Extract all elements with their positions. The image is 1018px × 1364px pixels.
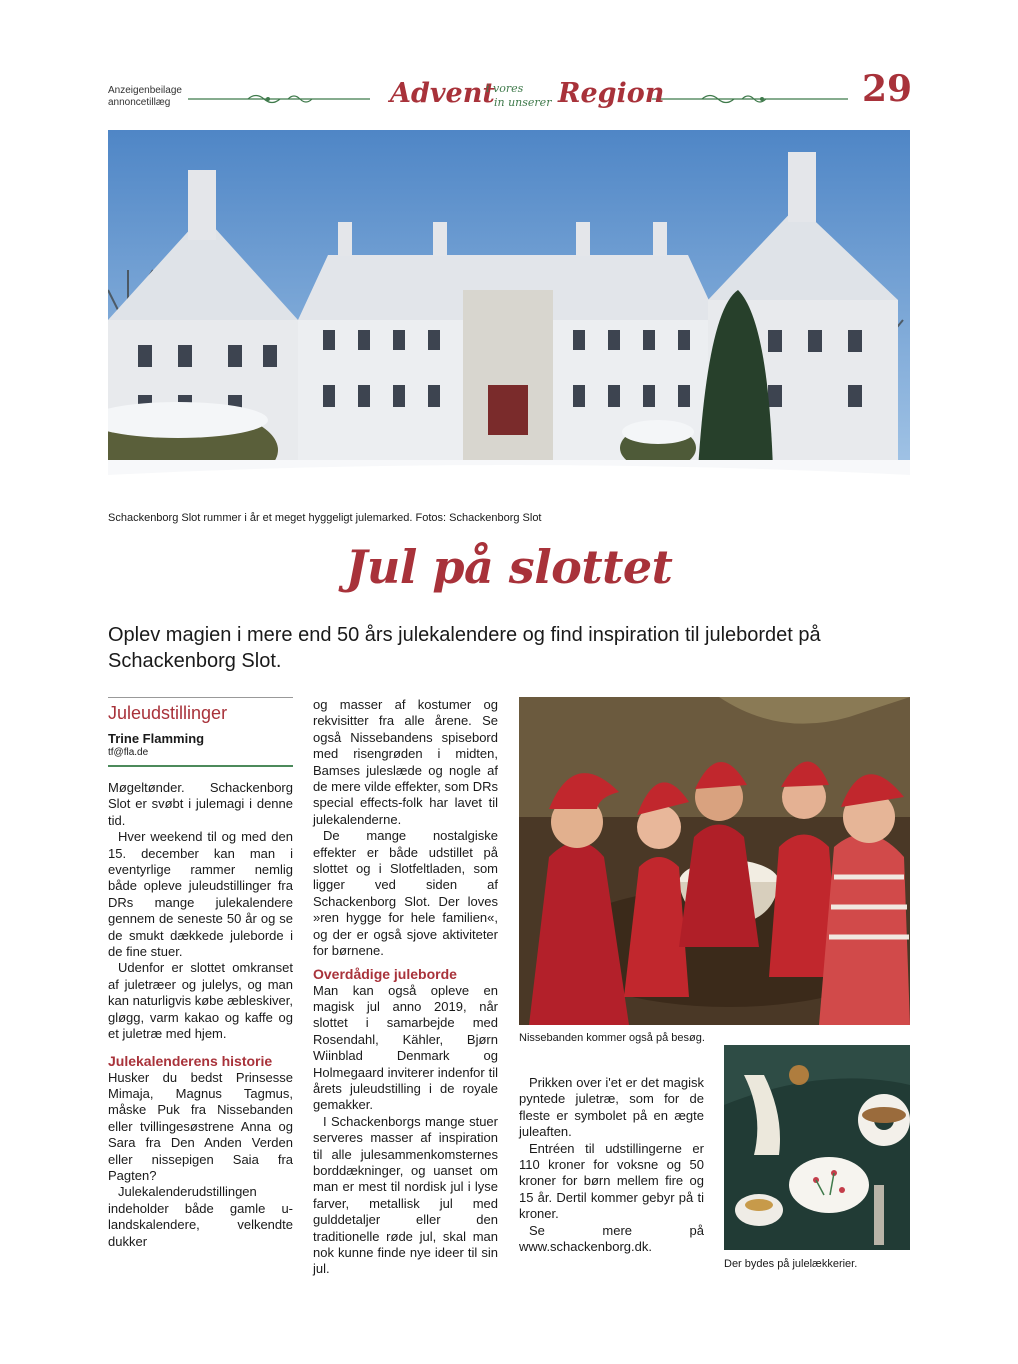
article-headline: Jul på slottet [345, 540, 673, 594]
photo-julelaekkerier [724, 1045, 910, 1250]
byline-rule [108, 765, 293, 767]
elves-caption: Nissebanden kommer også på besøg. [519, 1032, 705, 1044]
paragraph: Prikken over i'et er det magisk pyntede juletræ, som for de fleste er symbolet på en ægte juleaften. [519, 1075, 704, 1140]
paragraph: Entréen til udstillingerne er 110 kroner for voksne og 50 kroner for børn mellem fire og 15 år. Dertil kommer gebyr på ti kroner. [519, 1140, 704, 1222]
subhead-julekalender: Julekalenderens historie [108, 1052, 273, 1069]
author-email: tf@fla.de [108, 747, 149, 758]
masthead-advent: Advent [390, 78, 495, 109]
paragraph: I Schackenborgs mange stuer serveres masser af inspiration til alle julesammenkomsternes borddækninger, og uanset om man er mest til nordisk jul i lyse farver, metallisk jul med gulddetaljer eller den traditionelle røde jul, skal man nok kunne finde nye ideer til sin jul. [313, 1113, 498, 1277]
table-caption: Der bydes på julelækkerier. [724, 1258, 858, 1270]
paragraph: Man kan også opleve en magisk jul anno 2019, når slottet i samarbejde med Rosendahl, Kähler, Bjørn Wiinblad Denmark og Holmegaard inviterer indenfor til årets juleudstilling i de royale gemakker. [313, 982, 498, 1113]
paragraph: Julekalenderudstillingen indeholder både gamle u-landskalendere, velkendte dukker [108, 1184, 293, 1249]
column-3 [519, 1075, 704, 1255]
photo-nissebanden [519, 697, 910, 1025]
paragraph: Husker du bedst Prinsesse Mimaja, Magnus Tagmus, måske Puk fra Nissebanden eller tvillingesøstrene Anna og Sara fra Den Anden Verden eller nissepigen Saia fra Pagten? [108, 1069, 293, 1183]
author-name: Trine Flamming [108, 731, 205, 746]
hero-caption: Schackenborg Slot rummer i år et meget hyggeligt julemarked. Fotos: Schackenborg Slot [108, 512, 542, 524]
supplement-label [108, 85, 182, 109]
paragraph: Udenfor er slottet omkranset af juletræer og julelys, og man kan naturligvis købe æbleskiver, gløgg, varm kakao og kaffe og et juletræ med hjem. [108, 960, 293, 1042]
masthead-region: Region [558, 78, 665, 109]
supplement-label-de: Anzeigenbeilage [108, 85, 182, 96]
supplement-label-da: annoncetillæg [108, 97, 171, 108]
paragraph: Se mere på www.schackenborg.dk. [519, 1222, 704, 1255]
masthead-in-unserer: in unserer [494, 96, 552, 109]
masthead-logo [380, 72, 665, 116]
subhead-juleborde: Overdådige juleborde [313, 965, 457, 982]
paragraph: De mange nostalgiske effekter er både udstillet på slottet og i Slotfeltladen, som ligger ved siden af Schackenborg Slot. Der loves »ren hygge for hele familien«, og der er også sjove aktiviteter for børnene. [313, 828, 498, 959]
ornament-vine-left [188, 92, 370, 106]
column-1 [108, 780, 293, 1250]
ornament-vine-right [652, 92, 848, 106]
paragraph: Møgeltønder. Schackenborg Slot er svøbt i julemagi i denne tid. [108, 780, 293, 828]
castle-illustration [108, 130, 910, 503]
rubric-rule-top [108, 697, 293, 698]
paragraph: Hver weekend til og med den 15. december kan man i eventyrlige rammer nemlig både opleve juleudstillinger fra DRs mange julekalendere gennem de seneste 50 år og se de smukt dækkede juleborde i de fine stuer. [108, 829, 293, 960]
hero-photo-castle [108, 130, 910, 503]
article-lead: Oplev magien i mere end 50 års julekalendere og find inspiration til julebordet på Schackenborg Slot. [108, 624, 821, 672]
table-setting-illustration [724, 1045, 910, 1250]
elves-illustration [519, 697, 910, 1025]
column-2 [313, 697, 498, 1278]
paragraph: og masser af kostumer og rekvisitter fra alle årene. Se også Nissebandens spisebord med risengrøden i midten, Bamses juleslæde og nogle af de mere vilde effekter, som DRs special effects-folk har lavet til julekalenderne. [313, 697, 498, 827]
byline [108, 731, 204, 759]
rubric: Juleudstillinger [108, 703, 228, 723]
masthead-i-vores: i vores [486, 82, 524, 95]
page-number: 29 [862, 68, 913, 110]
